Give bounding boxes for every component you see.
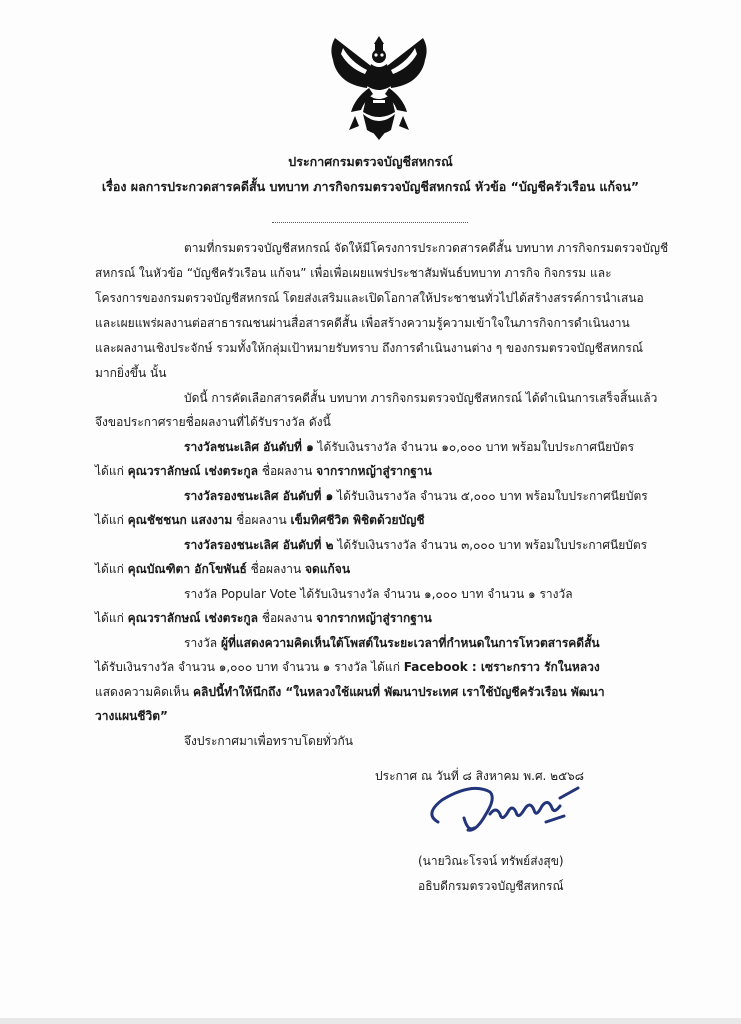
award-1-line [184, 439, 634, 455]
award-5-comment: คลิปนี้ทำให้นึกถึง “ในหลวงใช้แผนที่ พัฒนาประเทศ เราใช้บัญชีครัวเรือน พัฒนา [192, 685, 605, 699]
award-5-comment-cont: วางแผนชีวิต” [95, 709, 168, 723]
award-1-to-label: ได้แก่ [95, 464, 128, 478]
paragraph-line: และผลงานเชิงประจักษ์ รวมทั้งให้กลุ่มเป้าหมายรับทราบ ถึงการดำเนินงานต่าง ๆ ของกรมตรวจบัญชีสหกรณ์ [95, 341, 643, 355]
award-2-work-label: ชื่อผลงาน [232, 513, 291, 527]
award-4-winner: คุณวราลักษณ์ เช่งตระกูล [127, 611, 258, 625]
award-4-winner-line [95, 610, 432, 626]
award-2-work: เข็มทิศชีวิต พิชิตด้วยบัญชี [290, 513, 425, 527]
award-3-winner-line [95, 561, 350, 577]
award-3-work-label: ชื่อผลงาน [246, 562, 305, 576]
award-3-winner: คุณบัณฑิตา อักโขพันธ์ [127, 562, 247, 576]
signatory-name: (นายวิณะโรจน์ ทรัพย์ส่งสุข) [418, 854, 564, 868]
closing-text: จึงประกาศมาเพื่อทราบโดยทั่วกัน [184, 734, 353, 748]
paragraph-line: และเผยแพร่ผลงานต่อสาธารณชนผ่านสื่อสารคดีสั้น เพื่อสร้างความรู้ความเข้าใจในภารกิจการดำเนินงาน [95, 316, 630, 330]
award-1-winner-line [95, 463, 432, 479]
signatory-position: อธิบดีกรมตรวจบัญชีสหกรณ์ [418, 879, 564, 893]
award-4-line: รางวัล Popular Vote ได้รับเงินรางวัล จำนวน ๑,๐๐๐ บาท จำนวน ๑ รางวัล [184, 587, 573, 601]
award-3-to-label: ได้แก่ [95, 562, 128, 576]
award-4-work-label: ชื่อผลงาน [258, 611, 317, 625]
award-5-comment-line [95, 684, 605, 700]
award-4-to-label: ได้แก่ [95, 611, 128, 625]
page-bottom-edge [0, 1018, 741, 1024]
award-1-work-label: ชื่อผลงาน [258, 464, 317, 478]
award-5-title: ผู้ที่แสดงความคิดเห็นใต้โพสต์ในระยะเวลาที่กำหนดในการโหวตสารคดีสั้น [220, 636, 600, 650]
paragraph-line: ตามที่กรมตรวจบัญชีสหกรณ์ จัดให้มีโครงการประกวดสารคดีสั้น บทบาท ภารกิจกรมตรวจบัญชี [184, 241, 669, 255]
paragraph-line: มากยิ่งขึ้น นั้น [95, 366, 167, 380]
separator-line [272, 222, 468, 223]
award-5-detail-line [95, 659, 600, 675]
award-5-line [184, 635, 600, 651]
award-5-comment-label: แสดงความคิดเห็น [95, 685, 193, 699]
award-3-work: จดแก้จน [304, 562, 351, 576]
award-2-winner-line [95, 512, 425, 528]
paragraph-line: โครงการของกรมตรวจบัญชีสหกรณ์ โดยส่งเสริมและเปิดโอกาสให้ประชาชนทั่วไปได้สร้างสรรค์การนำเสนอ [95, 291, 644, 305]
award-5-detail: ได้รับเงินรางวัล จำนวน ๑,๐๐๐ บาท จำนวน ๑ รางวัล ได้แก่ [95, 660, 404, 674]
award-2-to-label: ได้แก่ [95, 513, 128, 527]
award-3-detail: ได้รับเงินรางวัล จำนวน ๓,๐๐๐ บาท พร้อมใบประกาศนียบัตร [333, 538, 648, 552]
paragraph-line: บัดนี้ การคัดเลือกสารคดีสั้น บทบาท ภารกิจกรมตรวจบัญชีสหกรณ์ ได้ดำเนินการเสร็จสิ้นแล้ว [184, 391, 658, 405]
announcement-date: ประกาศ ณ วันที่ ๘ สิงหาคม พ.ศ. ๒๕๖๘ [375, 769, 585, 783]
announcement-title: ประกาศกรมตรวจบัญชีสหกรณ์ [288, 154, 453, 169]
award-4-work: จากรากหญ้าสู่รากฐาน [316, 611, 432, 625]
award-2-winner: คุณชัชชนก แสงงาม [127, 513, 233, 527]
award-2-line [184, 488, 648, 504]
award-3-title: รางวัลรองชนะเลิศ อันดับที่ ๒ [184, 538, 334, 552]
announcement-subject: เรื่อง ผลการประกวดสารคดีสั้น บทบาท ภารกิจกรมตรวจบัญชีสหกรณ์ หัวข้อ “บัญชีครัวเรือน แก้จน” [101, 179, 640, 194]
signature-image [420, 778, 595, 848]
award-1-title: รางวัลชนะเลิศ อันดับที่ ๑ [184, 440, 314, 454]
garuda-emblem-icon [325, 30, 433, 142]
paragraph-line: จึงขอประกาศรายชื่อผลงานที่ได้รับรางวัล ดังนี้ [95, 415, 331, 429]
award-2-title: รางวัลรองชนะเลิศ อันดับที่ ๑ [184, 489, 334, 503]
award-1-detail: ได้รับเงินรางวัล จำนวน ๑๐,๐๐๐ บาท พร้อมใบประกาศนียบัตร [313, 440, 635, 454]
award-1-winner: คุณวราลักษณ์ เช่งตระกูล [127, 464, 258, 478]
award-2-detail: ได้รับเงินรางวัล จำนวน ๕,๐๐๐ บาท พร้อมใบประกาศนียบัตร [333, 489, 648, 503]
award-5-winner: Facebook : เซราะกราว รักในหลวง [403, 660, 600, 674]
award-3-line [184, 537, 647, 553]
award-1-work: จากรากหญ้าสู่รากฐาน [316, 464, 432, 478]
paragraph-line: สหกรณ์ ในหัวข้อ “บัญชีครัวเรือน แก้จน” เพื่อเพื่อเผยแพร่ประชาสัมพันธ์บทบาท ภารกิจ กิจกรรม และ [95, 266, 612, 280]
award-5-prefix: รางวัล [184, 636, 221, 650]
